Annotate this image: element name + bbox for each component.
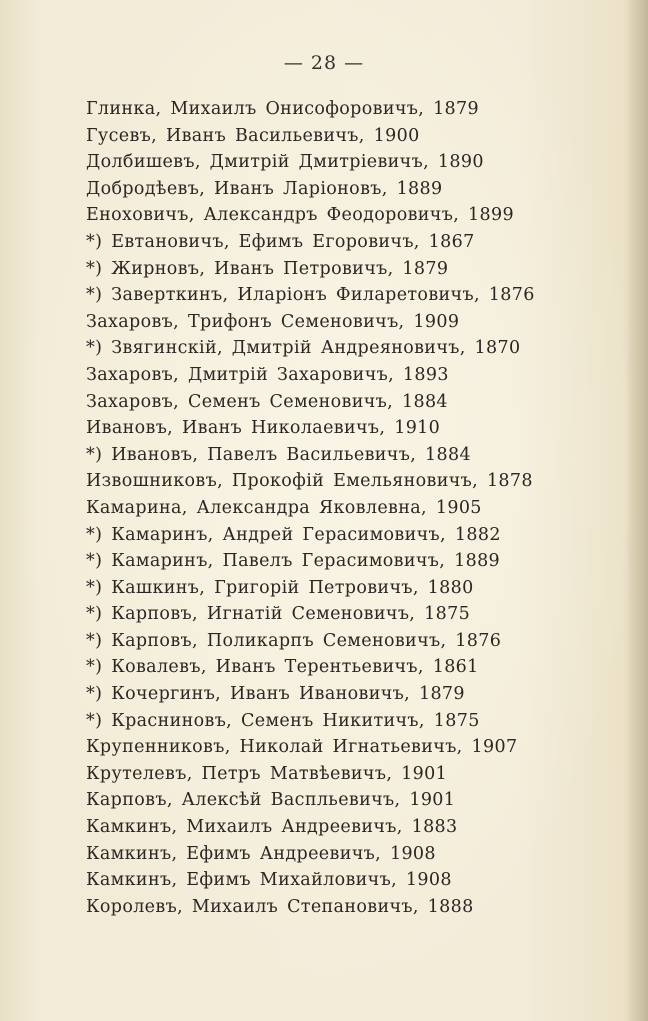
list-item: Добродѣевъ, Иванъ Ларіоновъ, 1889 bbox=[86, 178, 443, 199]
list-item: Гусевъ, Иванъ Васильевичъ, 1900 bbox=[86, 125, 420, 146]
list-item: *) Заверткинъ, Иларіонъ Филаретовичъ, 1876 bbox=[86, 285, 535, 306]
list-item: *) Жирновъ, Иванъ Петровичъ, 1879 bbox=[86, 258, 449, 279]
page-number: — 28 — bbox=[283, 52, 365, 74]
list-item: *) Камаринъ, Павелъ Герасимовичъ, 1889 bbox=[86, 551, 501, 572]
list-item: Камкинъ, Михаилъ Андреевичъ, 1883 bbox=[86, 817, 458, 838]
list-item: Еноховичъ, Александръ Феодоровичъ, 1899 bbox=[86, 205, 514, 226]
name-list bbox=[86, 96, 535, 920]
list-item: Извошниковъ, Прокофій Емельяновичъ, 1878 bbox=[86, 471, 533, 492]
list-item: Камкинъ, Ефимъ Михайловичъ, 1908 bbox=[86, 870, 452, 891]
list-item: Королевъ, Михаилъ Степановичъ, 1888 bbox=[86, 896, 474, 917]
list-item: Долбишевъ, Дмитрій Дмитріевичъ, 1890 bbox=[86, 152, 484, 173]
list-item: *) Звягинскій, Дмитрій Андреяновичъ, 1870 bbox=[86, 338, 521, 359]
list-item: *) Карповъ, Игнатій Семеновичъ, 1875 bbox=[86, 604, 471, 625]
list-item: Захаровъ, Семенъ Семеновичъ, 1884 bbox=[86, 391, 448, 412]
list-item: *) Ивановъ, Павелъ Васильевичъ, 1884 bbox=[86, 444, 471, 465]
list-item: *) Евтановичъ, Ефимъ Егоровичъ, 1867 bbox=[86, 231, 475, 252]
list-item: Захаровъ, Дмитрій Захаровичъ, 1893 bbox=[86, 364, 449, 385]
list-item: *) Ковалевъ, Иванъ Терентьевичъ, 1861 bbox=[86, 657, 479, 678]
page-edge-shadow bbox=[626, 0, 648, 1021]
list-item: *) Камаринъ, Андрей Герасимовичъ, 1882 bbox=[86, 524, 501, 545]
list-item: Камарина, Александра Яковлевна, 1905 bbox=[86, 497, 482, 518]
list-item: Карповъ, Алексѣй Васпльевичъ, 1901 bbox=[86, 790, 456, 811]
list-item: Камкинъ, Ефимъ Андреевичъ, 1908 bbox=[86, 843, 436, 864]
list-item: *) Красниновъ, Семенъ Никитичъ, 1875 bbox=[86, 710, 480, 731]
list-item: *) Карповъ, Поликарпъ Семеновичъ, 1876 bbox=[86, 630, 502, 651]
list-item: Крутелевъ, Петръ Матвѣевичъ, 1901 bbox=[86, 763, 448, 784]
list-item: Крупенниковъ, Николай Игнатьевичъ, 1907 bbox=[86, 737, 518, 758]
list-item: Ивановъ, Иванъ Николаевичъ, 1910 bbox=[86, 418, 441, 439]
list-item: *) Кашкинъ, Григорій Петровичъ, 1880 bbox=[86, 577, 474, 598]
list-item: Захаровъ, Трифонъ Семеновичъ, 1909 bbox=[86, 311, 460, 332]
list-item: *) Кочергинъ, Иванъ Ивановичъ, 1879 bbox=[86, 684, 465, 705]
list-item: Глинка, Михаилъ Онисофоровичъ, 1879 bbox=[86, 99, 480, 119]
